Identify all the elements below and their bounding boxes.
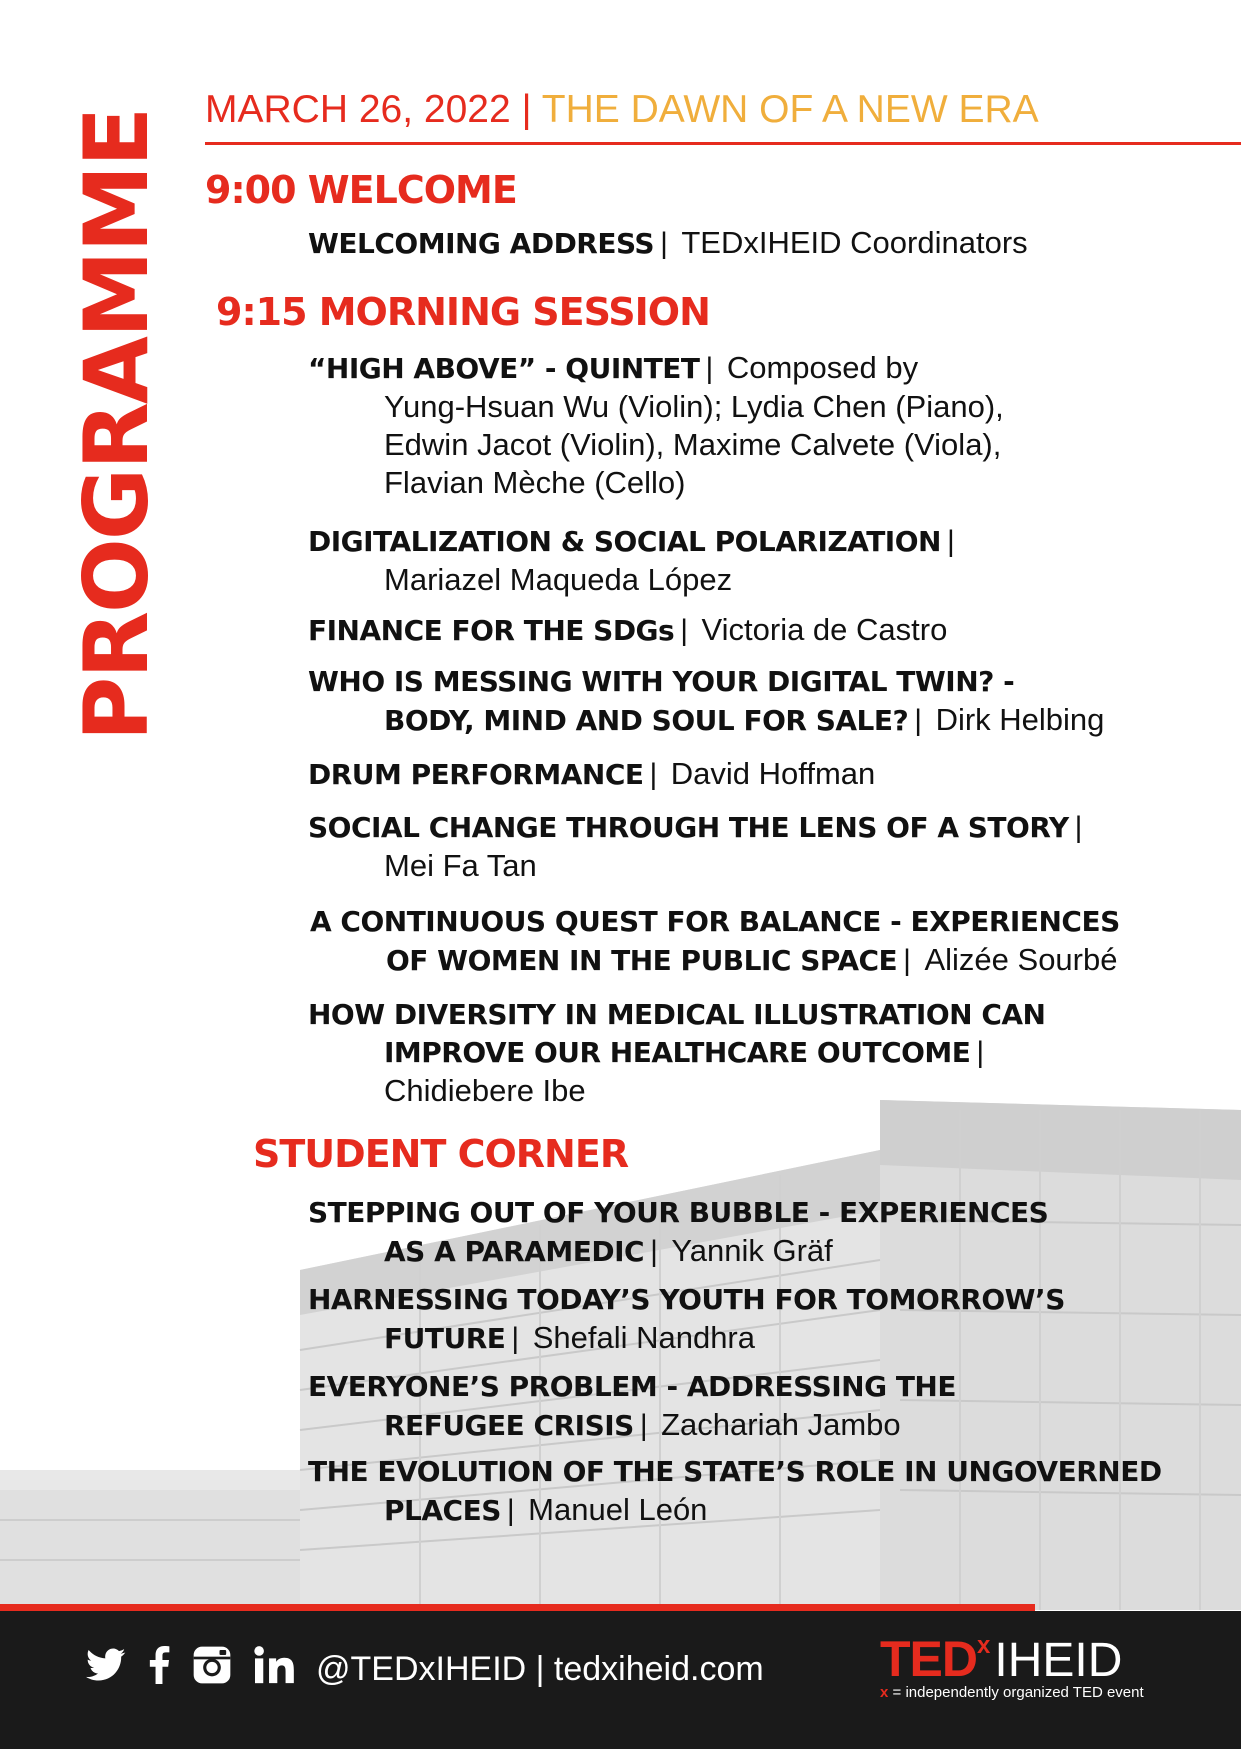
section-welcome: 9:00 WELCOME — [205, 168, 517, 212]
social-handle-and-website[interactable]: @TEDxIHEID | tedxiheid.com — [316, 1650, 764, 1688]
item-speaker: Victoria de Castro — [701, 612, 948, 647]
item-speaker: TEDxIHEID Coordinators — [681, 225, 1028, 260]
header-separator: | — [521, 88, 532, 131]
item-speaker: Shefali Nandhra — [532, 1320, 756, 1355]
item-speaker: Mariazel Maqueda López — [384, 562, 733, 597]
item-title: DIGITALIZATION & SOCIAL POLARIZATION — [308, 525, 941, 558]
agenda-item-digital-twin: WHO IS MESSING WITH YOUR DIGITAL TWIN? - BODY, MIND AND SOUL FOR SALE? | Dirk Helbing — [308, 665, 1105, 737]
facebook-icon[interactable] — [148, 1646, 170, 1684]
agenda-item-drum: DRUM PERFORMANCE | David Hoffman — [308, 756, 876, 791]
agenda-item-youth: HARNESSING TODAY’S YOUTH FOR TOMORROW’S FUTURE | Shefali Nandhra — [308, 1283, 1065, 1355]
agenda-item-bubble: STEPPING OUT OF YOUR BUBBLE - EXPERIENCES AS A PARAMEDIC | Yannik Gräf — [308, 1196, 1049, 1268]
item-title: WELCOMING ADDRESS — [308, 227, 655, 260]
section-student-corner: STUDENT CORNER — [253, 1132, 629, 1176]
linkedin-icon[interactable] — [254, 1646, 294, 1684]
agenda-item-high-above: “HIGH ABOVE” - QUINTET | Composed by Yung-Hsuan Wu (Violin); Lydia Chen (Piano), Edwin Jacot (Violin), Maxime Calvete (Viola), Flavian Mèche (Cello) — [308, 350, 1004, 500]
item-title: SOCIAL CHANGE THROUGH THE LENS OF A STORY — [308, 811, 1069, 844]
section-morning-session: 9:15 MORNING SESSION — [216, 290, 710, 334]
item-speaker: Mei Fa Tan — [384, 848, 537, 883]
event-date: MARCH 26, 2022 — [205, 88, 511, 131]
agenda-item-digitalization: DIGITALIZATION & SOCIAL POLARIZATION | Mariazel Maqueda López — [308, 523, 968, 599]
event-header — [205, 88, 1039, 132]
item-speaker: Chidiebere Ibe — [384, 1073, 586, 1108]
item-speaker: Dirk Helbing — [935, 702, 1105, 737]
agenda-item-refugee: EVERYONE’S PROBLEM - ADDRESSING THE REFUGEE CRISIS | Zachariah Jambo — [308, 1370, 956, 1442]
item-speaker: Alizée Sourbé — [924, 942, 1118, 977]
agenda-item-balance: A CONTINUOUS QUEST FOR BALANCE - EXPERIENCES OF WOMEN IN THE PUBLIC SPACE | Alizée Sourbé — [310, 905, 1120, 977]
item-speaker: Composed by — [726, 350, 919, 385]
footer-accent-strip — [0, 1604, 1035, 1611]
item-title: “HIGH ABOVE” - QUINTET — [308, 352, 700, 385]
agenda-item-social-change: SOCIAL CHANGE THROUGH THE LENS OF A STORY | Mei Fa Tan — [308, 809, 1096, 885]
agenda-item-welcoming-address: WELCOMING ADDRESS | TEDxIHEID Coordinators — [308, 225, 1028, 260]
item-speaker: Yannik Gräf — [671, 1233, 833, 1268]
event-theme: THE DAWN OF A NEW ERA — [541, 88, 1039, 131]
programme-title-text: PROGRAMME — [65, 108, 168, 742]
instagram-icon[interactable] — [192, 1645, 232, 1685]
item-title: DRUM PERFORMANCE — [308, 758, 644, 791]
agenda-item-state: THE EVOLUTION OF THE STATE’S ROLE IN UNGOVERNED PLACES | Manuel León — [308, 1455, 1162, 1527]
item-speaker: David Hoffman — [670, 756, 876, 791]
agenda-item-diversity: HOW DIVERSITY IN MEDICAL ILLUSTRATION CAN IMPROVE OUR HEALTHCARE OUTCOME | Chidiebere Ibe — [308, 998, 1046, 1108]
agenda-item-finance: FINANCE FOR THE SDGs | Victoria de Castro — [308, 612, 948, 647]
twitter-icon[interactable] — [86, 1648, 126, 1682]
item-speaker: Zachariah Jambo — [661, 1407, 901, 1442]
tedx-iheid-logo: TEDxIHEID x = independently organized TED event — [880, 1631, 1144, 1701]
programme-vertical-title — [65, 85, 168, 765]
item-title: FINANCE FOR THE SDGs — [308, 614, 675, 647]
item-speaker: Manuel León — [528, 1492, 708, 1527]
social-links — [86, 1645, 294, 1685]
header-divider — [205, 142, 1241, 145]
